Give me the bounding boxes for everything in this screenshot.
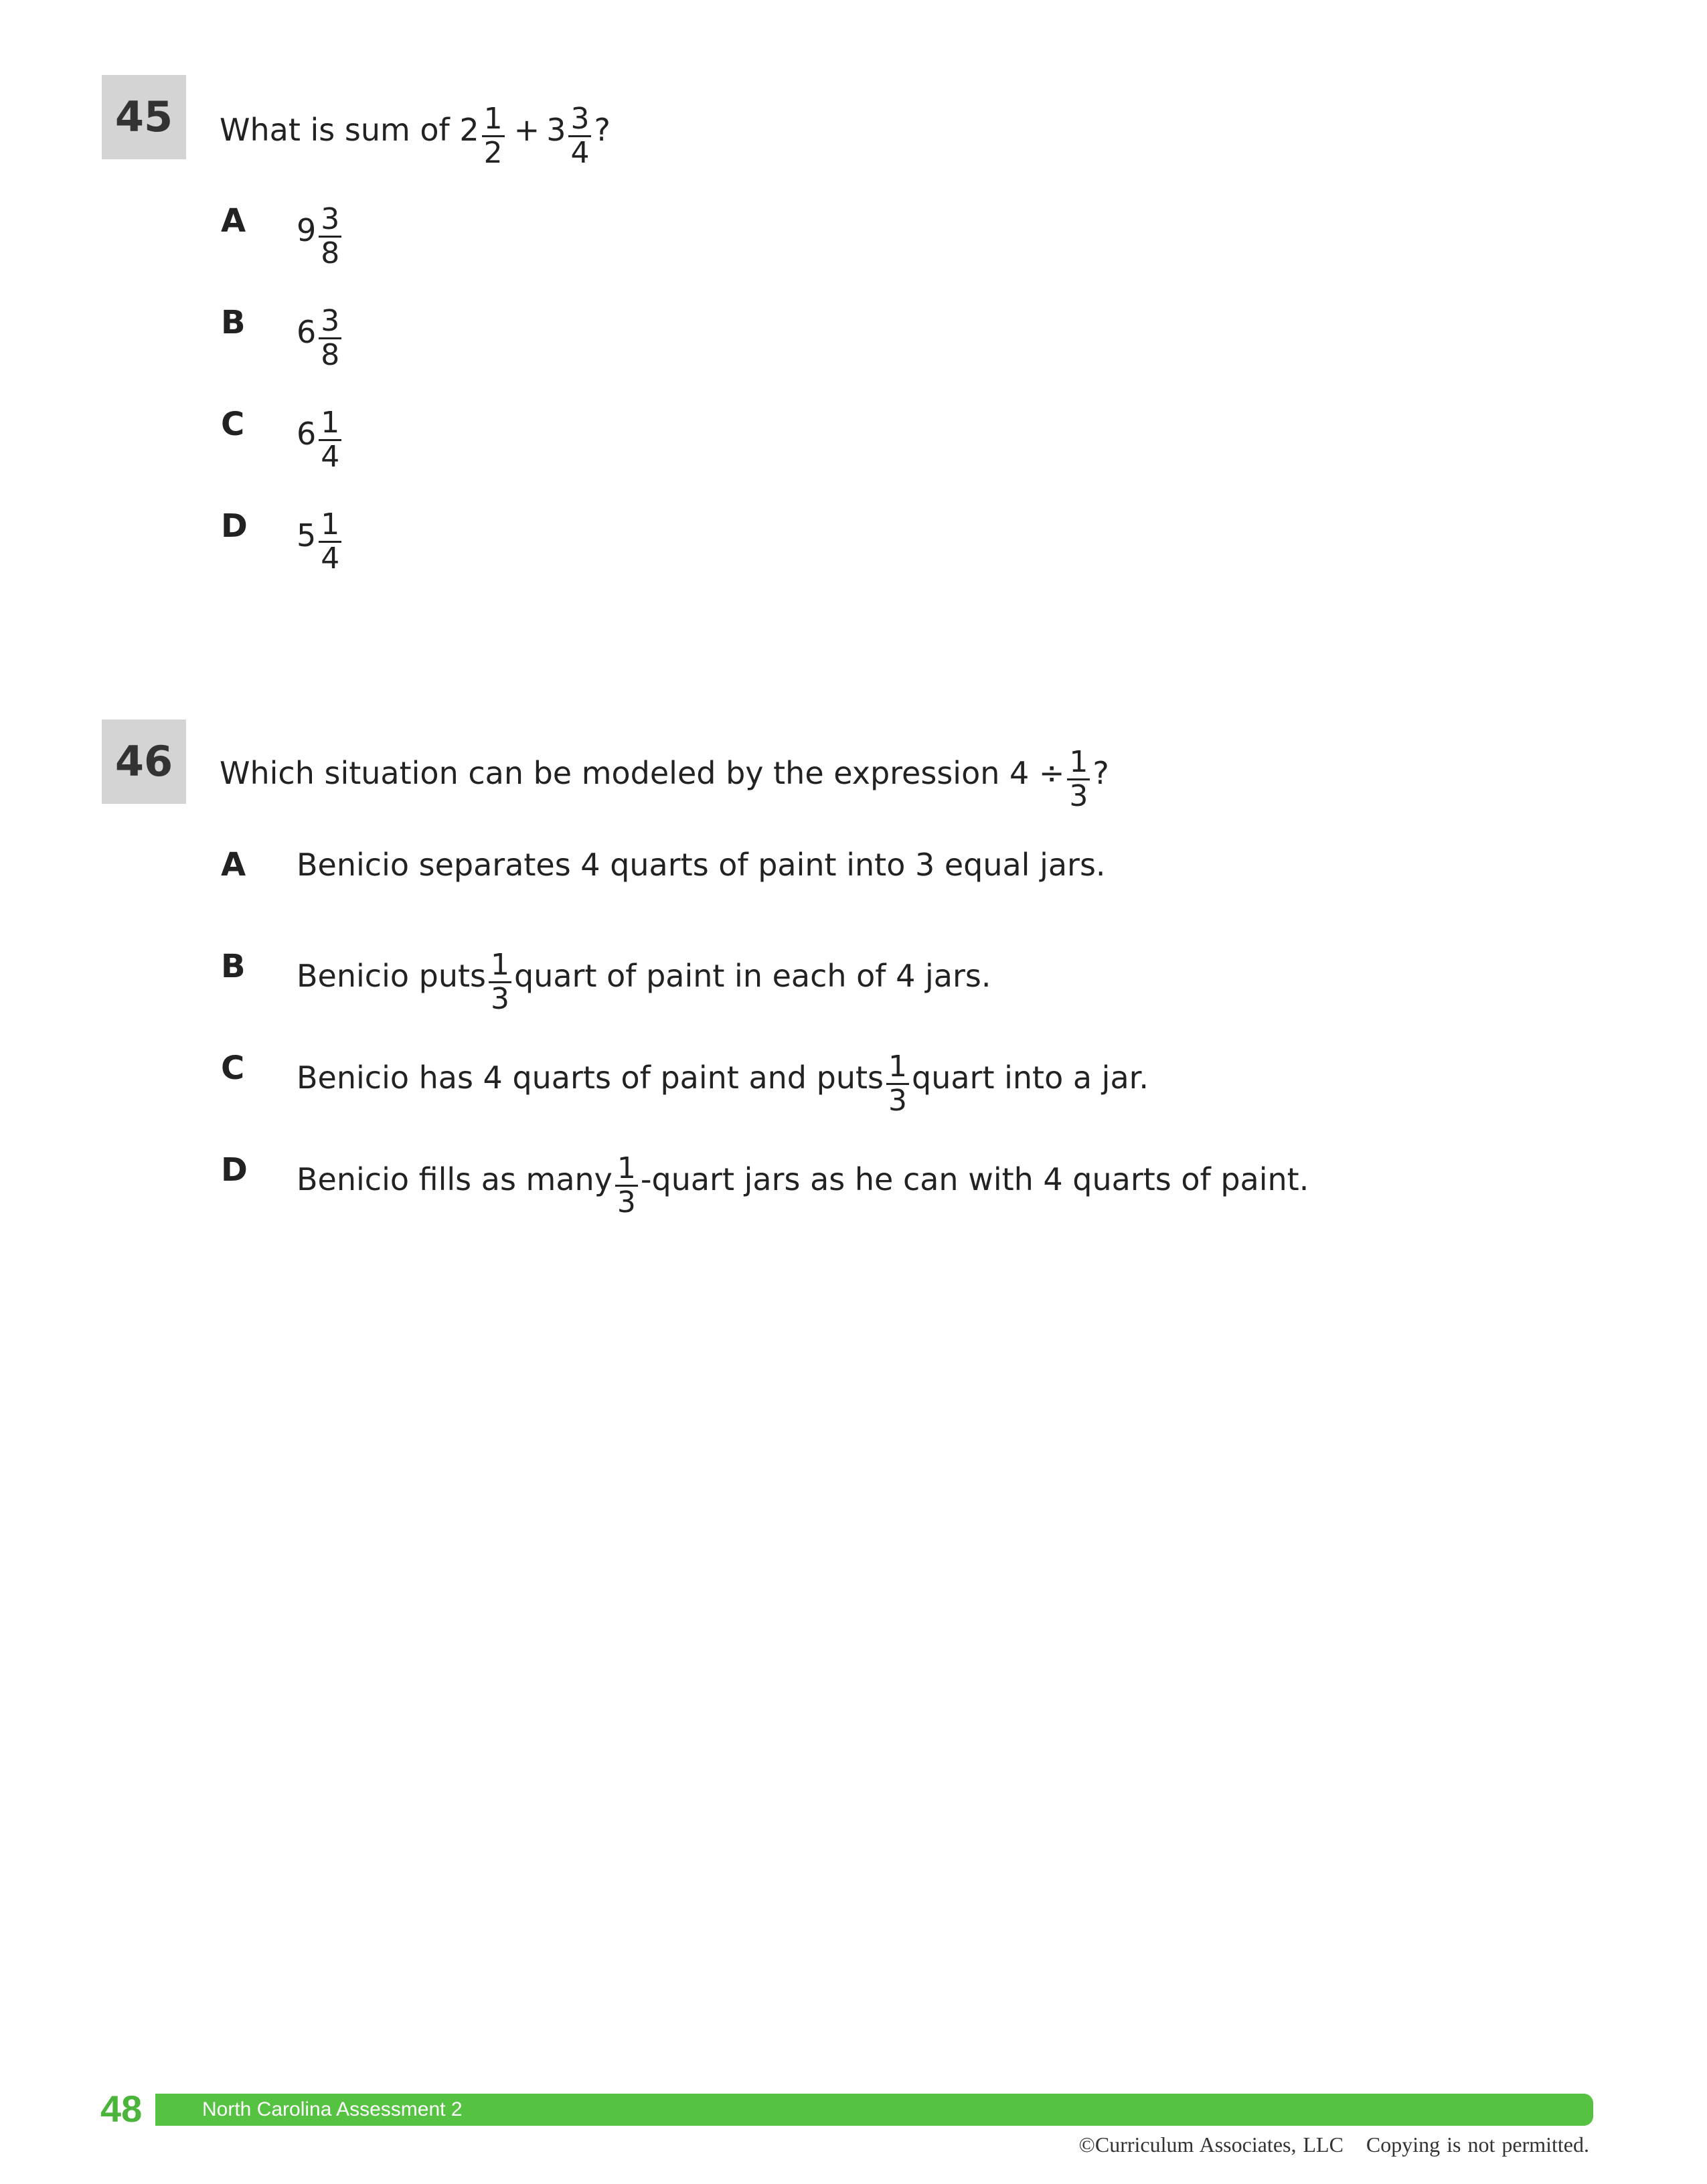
fraction: $\frac{1}{3}$: [1067, 748, 1090, 811]
copyright-line: [1079, 2131, 1589, 2158]
fraction: $\frac{1}{2}$: [482, 104, 505, 168]
fraction: $\frac{1}{4}$: [319, 408, 341, 472]
option-letter-c[interactable]: C: [221, 406, 245, 443]
fraction: $\frac{3}{4}$: [568, 104, 591, 168]
question-mark: ?: [1092, 755, 1109, 791]
option-46-b[interactable]: Benicio puts $\frac{1}{3}$ quart of paint in each of 4 jars.: [297, 948, 991, 1016]
stem-text: What is sum of: [220, 112, 450, 148]
question-number-46: 46: [102, 720, 186, 804]
option-letter-d[interactable]: D: [221, 1151, 248, 1189]
option-letter-c[interactable]: C: [221, 1049, 245, 1087]
copy-notice: Copying is not permitted.: [1366, 2132, 1589, 2157]
stem-text: Which situation can be modeled by the expression 4 ÷: [220, 755, 1065, 791]
option-letter-a[interactable]: A: [221, 846, 246, 884]
question-number-45: 45: [102, 75, 186, 159]
option-46-a[interactable]: Benicio separates 4 quarts of paint into 3 equal jars.: [297, 847, 1106, 883]
fraction: $\frac{1}{3}$: [886, 1052, 909, 1116]
option-letter-b[interactable]: B: [221, 948, 246, 985]
option-45-c[interactable]: 6 $\frac{1}{4}$: [297, 404, 344, 468]
fraction: $\frac{1}{3}$: [489, 950, 511, 1014]
footer-title: North Carolina Assessment 2: [202, 2098, 463, 2120]
option-letter-d[interactable]: D: [221, 507, 248, 545]
mixed-number: 3 $\frac{3}{4}$: [546, 112, 594, 148]
page-number: 48: [100, 2088, 143, 2130]
question-45-stem: [220, 100, 611, 170]
fraction: $\frac{1}{3}$: [615, 1154, 638, 1217]
option-46-d[interactable]: Benicio fills as many $\frac{1}{3}$ -quart jars as he can with 4 quarts of paint.: [297, 1151, 1309, 1220]
option-45-b[interactable]: 6 $\frac{3}{8}$: [297, 303, 344, 366]
option-45-d[interactable]: 5 $\frac{1}{4}$: [297, 506, 344, 570]
question-46-stem: [220, 744, 1109, 813]
option-letter-a[interactable]: A: [221, 202, 246, 240]
option-45-a[interactable]: 9 $\frac{3}{8}$: [297, 201, 344, 264]
mixed-number: 2 $\frac{1}{2}$: [459, 112, 507, 148]
option-46-c[interactable]: Benicio has 4 quarts of paint and puts $\frac{1}{3}$ quart into a jar.: [297, 1049, 1149, 1118]
copyright-text: ©Curriculum Associates, LLC: [1078, 2132, 1344, 2157]
fraction: $\frac{1}{4}$: [319, 510, 341, 574]
fraction: $\frac{3}{8}$: [319, 205, 341, 268]
option-letter-b[interactable]: B: [221, 304, 246, 341]
question-mark: ?: [594, 112, 611, 148]
plus-operator: +: [513, 112, 540, 148]
fraction: $\frac{3}{8}$: [319, 307, 341, 370]
